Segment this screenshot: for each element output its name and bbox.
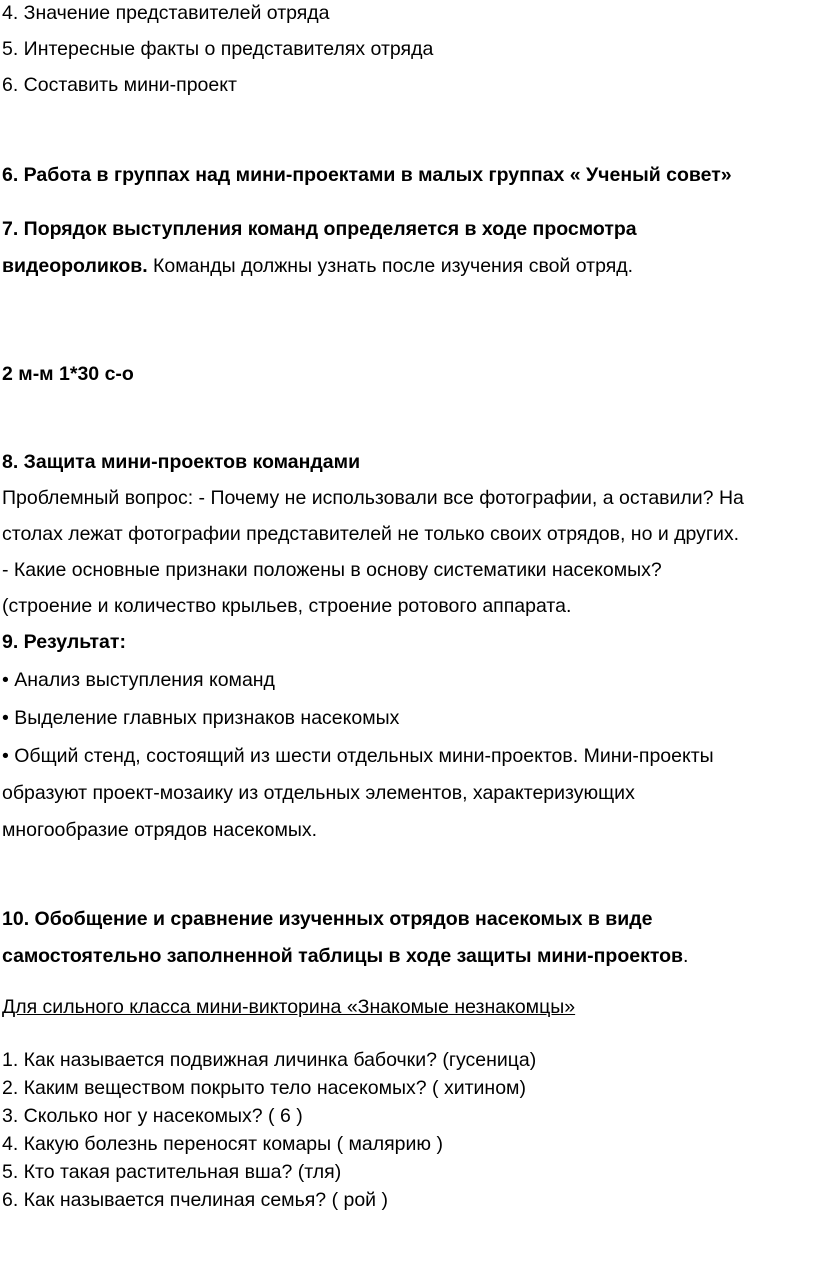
quiz-question: 2. Каким веществом покрыто тело насекомых? ( хитином) xyxy=(2,1077,526,1099)
step-8-text-line: (строение и количество крыльев, строение ротового аппарата. xyxy=(2,595,572,617)
quiz-question: 5. Кто такая растительная вша? (тля) xyxy=(2,1161,342,1183)
bullet-item xyxy=(2,744,714,768)
list-item: 6. Составить мини-проект xyxy=(2,74,237,96)
step-7-heading: 7. Порядок выступления команд определяется в ходе просмотра xyxy=(2,218,637,240)
step-9-heading: 9. Результат: xyxy=(2,631,126,653)
bullet-icon: • xyxy=(2,707,9,729)
step-6-heading: 6. Работа в группах над мини-проектами в малых группах « Ученый совет» xyxy=(2,164,732,186)
step-10-heading: 10. Обобщение и сравнение изученных отрядов насекомых в виде xyxy=(2,908,653,930)
quiz-question: 6. Как называется пчелиная семья? ( рой ) xyxy=(2,1189,388,1211)
step-8-text-line: столах лежат фотографии представителей не только своих отрядов, но и других. xyxy=(2,523,740,545)
list-item: 5. Интересные факты о представителях отряда xyxy=(2,38,434,60)
quiz-question: 1. Как называется подвижная личинка бабочки? (гусеница) xyxy=(2,1049,537,1071)
bullet-continuation: многообразие отрядов насекомых. xyxy=(2,819,318,841)
quiz-question: 4. Какую болезнь переносят комары ( малярию ) xyxy=(2,1133,443,1155)
bullet-continuation: образуют проект-мозаику из отдельных элементов, характеризующих xyxy=(2,782,635,804)
bullet-icon: • xyxy=(2,745,9,767)
step-8-heading: 8. Защита мини-проектов командами xyxy=(2,451,361,473)
quiz-question: 3. Сколько ног у насекомых? ( 6 ) xyxy=(2,1105,303,1127)
bullet-item xyxy=(2,706,399,730)
step-10-bold-part: самостоятельно заполненной таблицы в ходе защиты мини-проектов xyxy=(2,945,684,967)
bullet-text: Анализ выступления команд xyxy=(14,669,275,691)
bullet-item xyxy=(2,668,275,692)
quiz-title: Для сильного класса мини-викторина «Знакомые незнакомцы» xyxy=(2,996,576,1018)
step-8-text-line: - Какие основные признаки положены в основу систематики насекомых? xyxy=(2,559,662,581)
bullet-text: Общий стенд, состоящий из шести отдельных мини-проектов. Мини-проекты xyxy=(14,745,714,767)
step-7-normal-part: Команды должны узнать после изучения свой отряд. xyxy=(147,255,634,277)
timing-note: 2 м-м 1*30 с-о xyxy=(2,363,134,385)
step-10-line-2 xyxy=(2,944,688,968)
step-8-text-line: Проблемный вопрос: - Почему не использовали все фотографии, а оставили? На xyxy=(2,487,744,509)
bullet-icon: • xyxy=(2,669,9,691)
list-item: 4. Значение представителей отряда xyxy=(2,2,330,24)
step-7-bold-part: видеороликов. xyxy=(2,255,148,277)
bullet-text: Выделение главных признаков насекомых xyxy=(14,707,400,729)
step-10-tail: . xyxy=(683,945,689,967)
step-7-line-2 xyxy=(2,254,633,278)
